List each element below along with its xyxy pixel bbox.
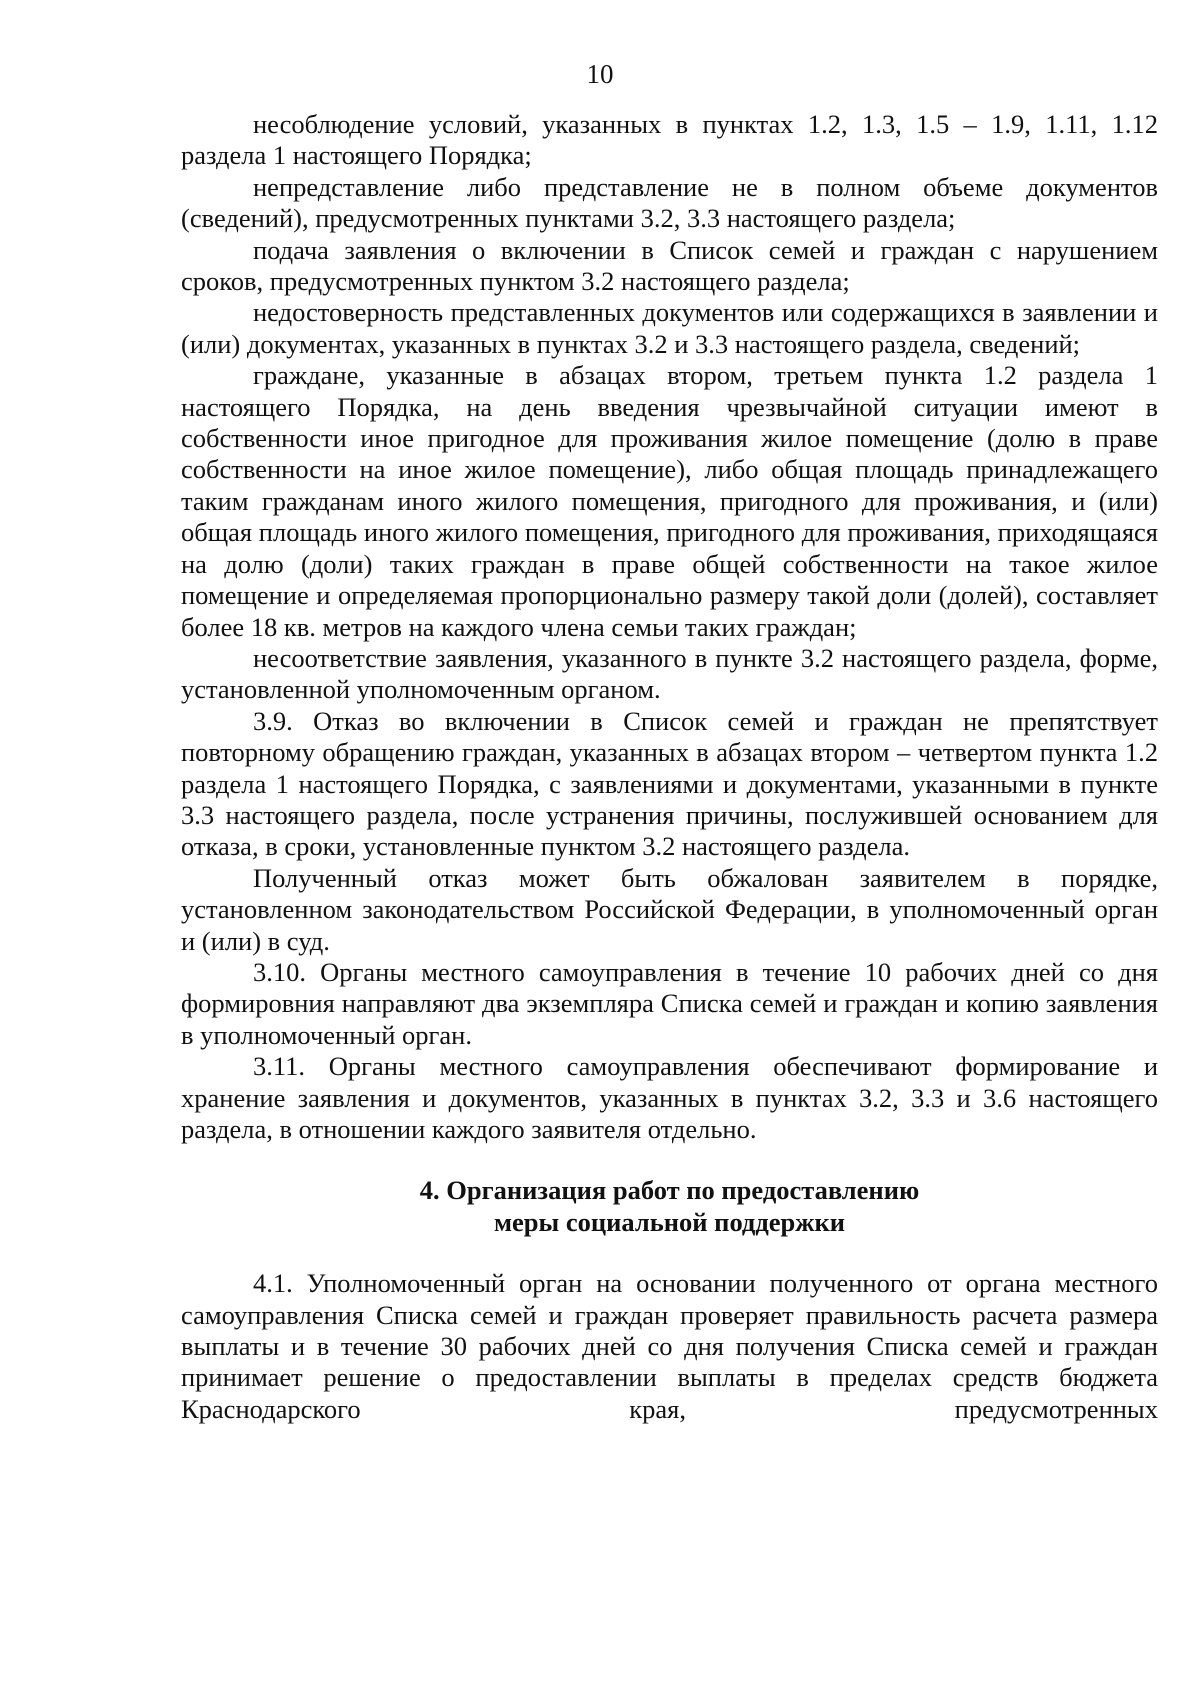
paragraph-appeal: Полученный отказ может быть обжалован заявителем в порядке, установленном законодательством Российской Федерации, в уполномоченный орган и (или) в суд. bbox=[181, 862, 1158, 956]
paragraph-grounds-4: недостоверность представленных документов или содержащихся в заявлении и (или) документах, указанных в пунктах 3.2 и 3.3 настоящего раздела, сведений; bbox=[181, 297, 1158, 359]
section-heading-line-1: 4. Организация работ по предоставлению bbox=[419, 1175, 920, 1206]
page-number: 10 bbox=[586, 59, 614, 89]
paragraph-grounds-6: несоответствие заявления, указанного в пункте 3.2 настоящего раздела, форме, установленной уполномоченным органом. bbox=[181, 642, 1158, 705]
paragraph-grounds-3: подача заявления о включении в Список семей и граждан с нарушением сроков, предусмотренных пунктом 3.2 настоящего раздела; bbox=[181, 234, 1158, 297]
paragraph-grounds-2: непредставление либо представление не в полном объеме документов (сведений), предусмотренных пунктами 3.2, 3.3 настоящего раздела; bbox=[181, 171, 1158, 234]
section-heading bbox=[181, 1175, 1158, 1238]
document-body bbox=[181, 109, 1158, 1425]
paragraph-grounds-1: несоблюдение условий, указанных в пунктах 1.2, 1.3, 1.5 – 1.9, 1.11, 1.12 раздела 1 настоящего Порядка; bbox=[181, 109, 1158, 171]
paragraph-3-10: 3.10. Органы местного самоуправления в течение 10 рабочих дней со дня формировния направляют два экземпляра Списка семей и граждан и копию заявления в уполномоченный орган. bbox=[181, 956, 1158, 1050]
paragraph-3-11: 3.11. Органы местного самоуправления обеспечивают формирование и хранение заявления и документов, указанных в пунктах 3.2, 3.3 и 3.6 настоящего раздела, в отношении каждого заявителя отдельно. bbox=[181, 1051, 1158, 1144]
paragraph-3-9: 3.9. Отказ во включении в Список семей и граждан не препятствует повторному обращению граждан, указанных в абзацах втором – четвертом пункта 1.2 раздела 1 настоящего Порядка, с заявлениями и документами, указанными в пункте 3.3 настоящего раздела, после устранения причины, послужившей основанием для отказа, в сроки, установленные пунктом 3.2 настоящего раздела. bbox=[181, 705, 1158, 862]
paragraph-grounds-5: граждане, указанные в абзацах втором, третьем пункта 1.2 раздела 1 настоящего Порядка, на день введения чрезвычайной ситуации имеют в собственности иное пригодное для проживания жилое помещение (долю в праве собственности на иное жилое помещение), либо общая площадь принадлежащего таким гражданам иного жилого помещения, пригодного для проживания, и (или) общая площадь иного жилого помещения, пригодного для проживания, приходящаяся на долю (доли) таких граждан в праве общей собственности на такое жилое помещение и определяемая пропорционально размеру такой доли (долей), составляет более 18 кв. метров на каждого члена семьи таких граждан; bbox=[181, 360, 1158, 642]
paragraph-4-1: 4.1. Уполномоченный орган на основании полученного от органа местного самоуправления Списка семей и граждан проверяет правильность расчета размера выплаты и в течение 30 рабочих дней со дня получения Списка семей и граждан принимает решение о предоставлении выплаты в пределах средств бюджета Краснодарского края, предусмотренных bbox=[181, 1268, 1158, 1424]
section-heading-line-2: меры социальной поддержки bbox=[493, 1206, 845, 1237]
